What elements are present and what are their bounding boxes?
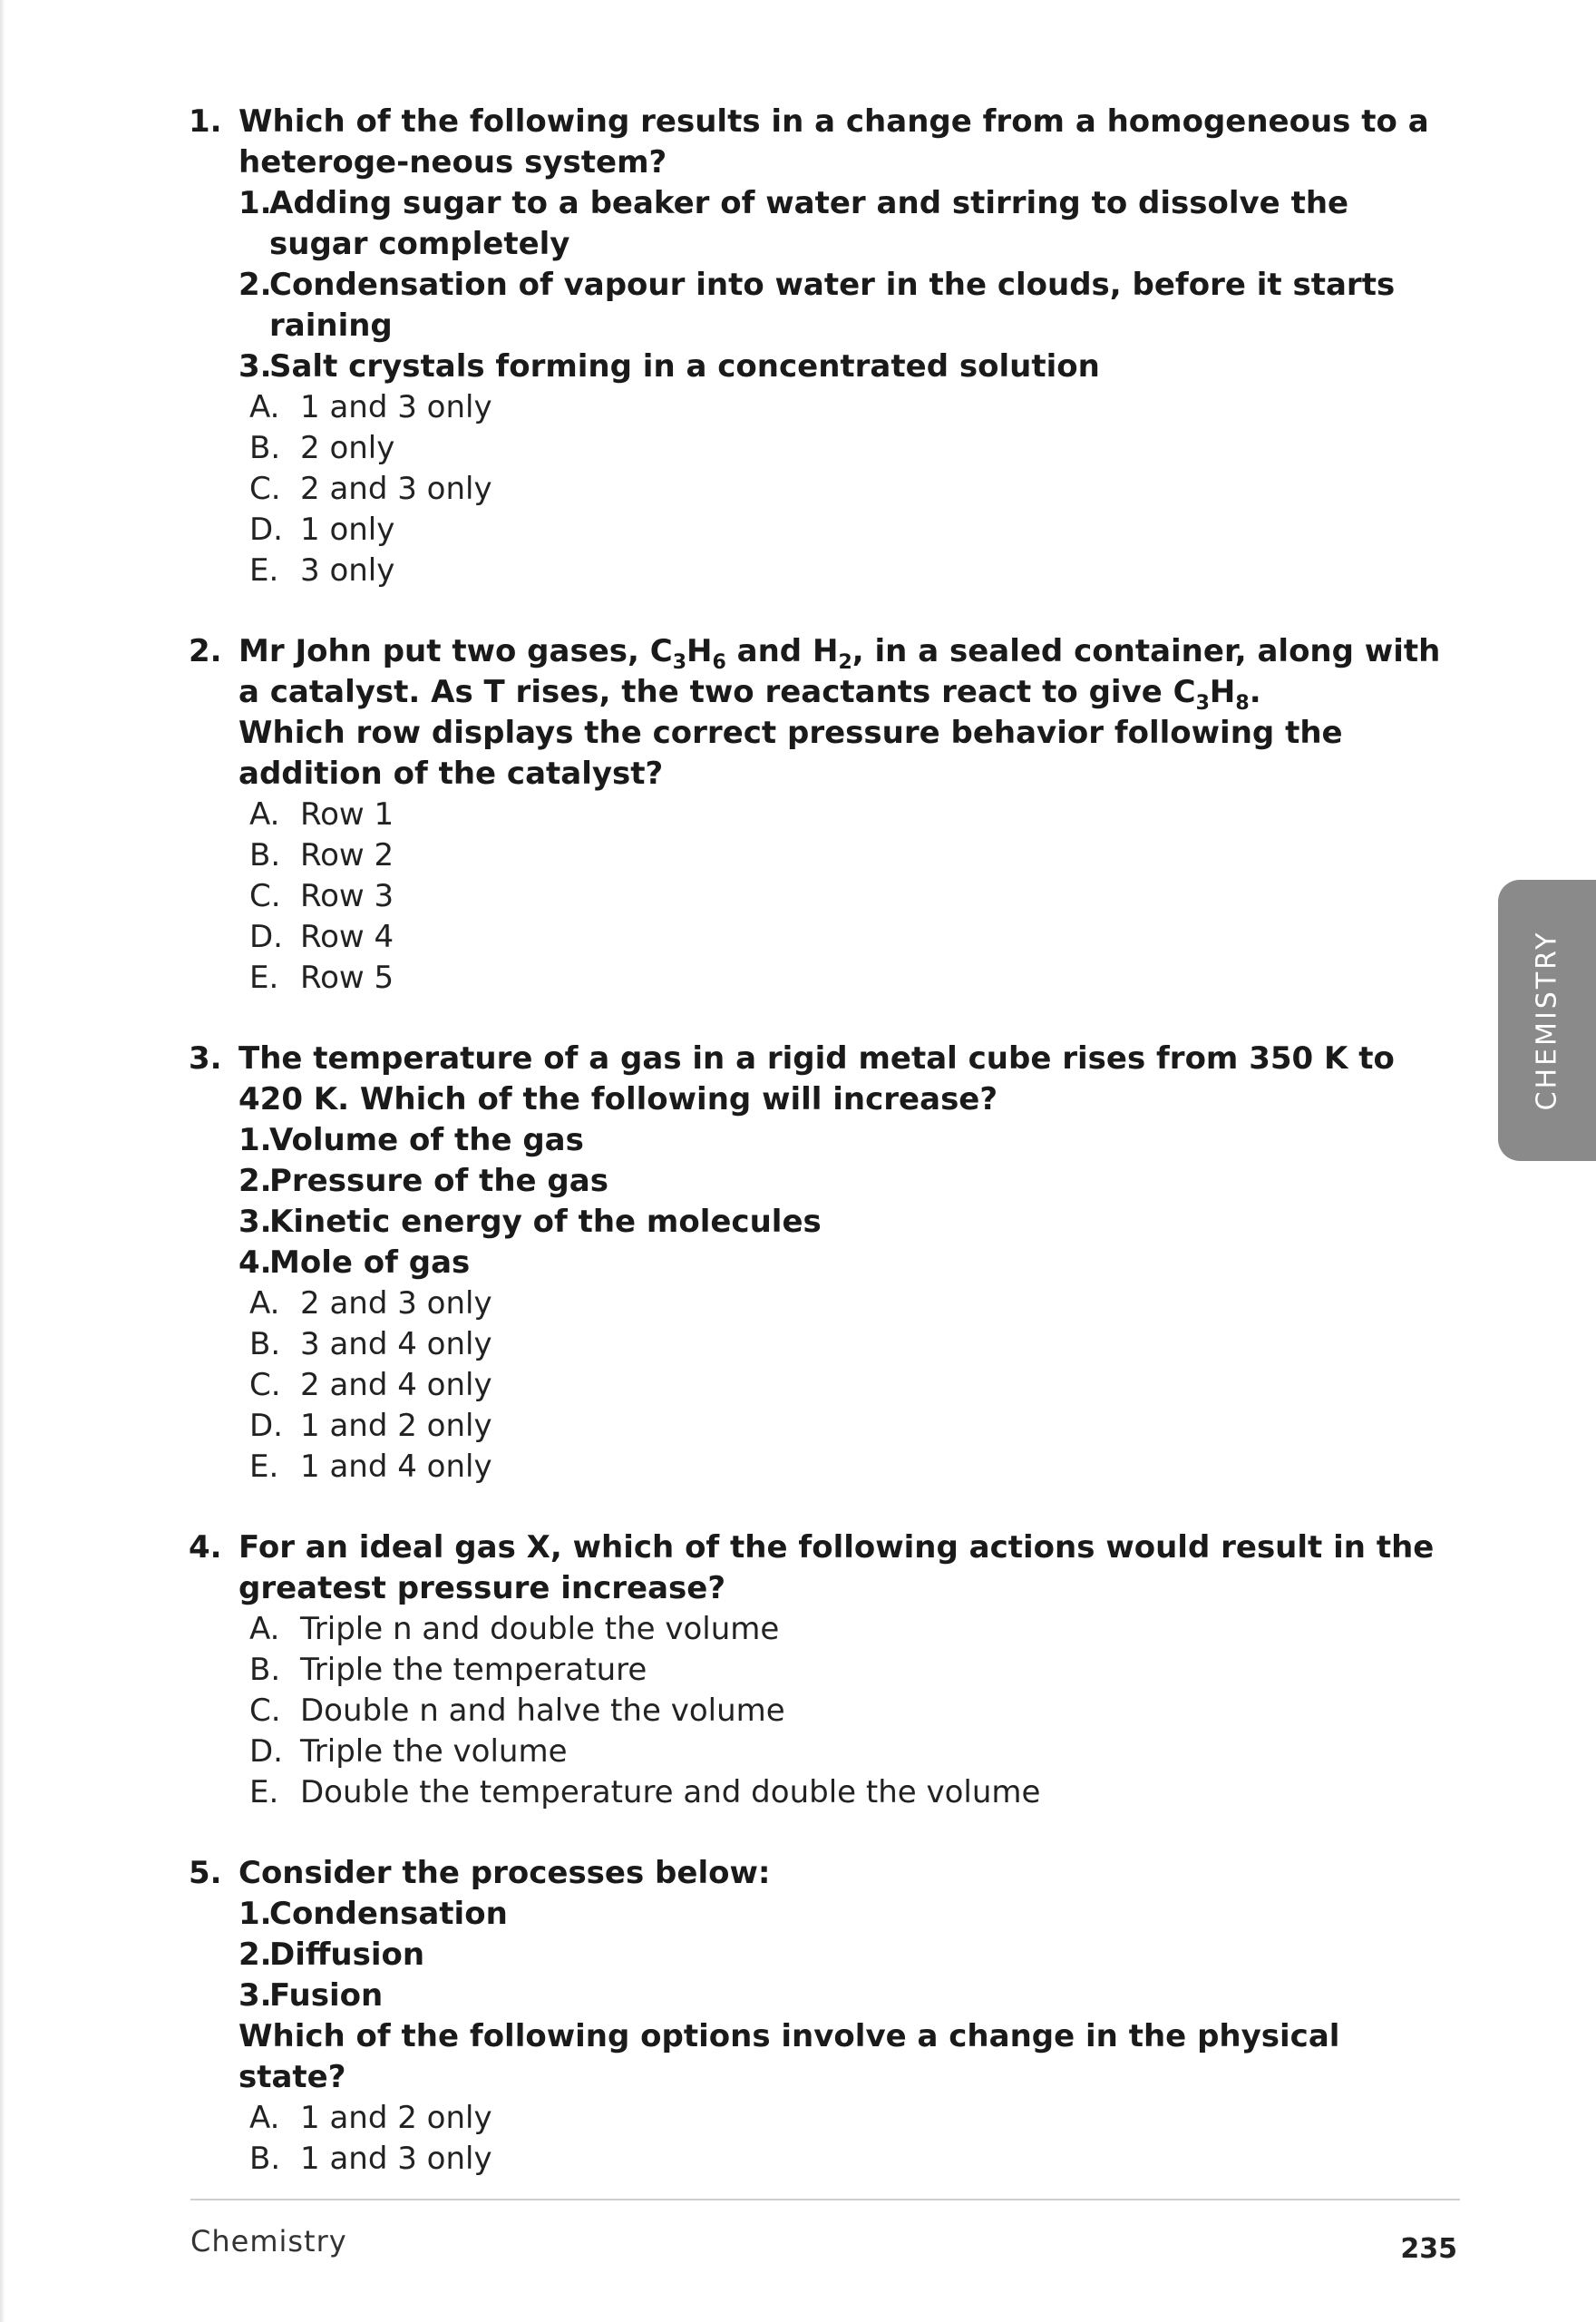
question-stem: For an ideal gas X, which of the following actions would result in the greatest pressure increase? (238, 1529, 1435, 1606)
option-letter: C. (249, 1367, 281, 1403)
answer-option (249, 428, 1455, 469)
option-text: 1 only (300, 512, 395, 548)
answer-options (238, 1283, 1455, 1488)
answer-option (249, 2139, 1455, 2180)
answer-option (249, 2098, 1455, 2139)
page-edge-shadow (0, 0, 5, 2322)
option-letter: C. (249, 878, 281, 914)
option-text: 1 and 3 only (300, 2141, 492, 2177)
option-letter: A. (249, 1285, 280, 1322)
answer-option (249, 469, 1455, 510)
spacer (189, 1488, 1455, 1527)
option-text: 1 and 4 only (300, 1449, 492, 1485)
option-text: Triple n and double the volume (300, 1611, 780, 1647)
stem-text: H (686, 633, 713, 669)
answer-option (249, 510, 1455, 551)
answer-option (249, 876, 1455, 917)
question-3 (189, 1039, 1455, 1488)
question-stem: Which of the following results in a change from a homogeneous to a heteroge-neous system? (238, 103, 1429, 180)
statement-item (238, 346, 1455, 387)
option-text: 3 only (300, 552, 395, 589)
statement-number: 1. (238, 1896, 272, 1932)
statement-item (238, 265, 1455, 346)
question-number: 5. (189, 1855, 222, 1891)
question-stem (238, 631, 1455, 713)
option-letter: D. (249, 512, 283, 548)
option-letter: A. (249, 796, 280, 833)
question-stem-2: Which row displays the correct pressure behavior following the addition of the catalyst? (238, 715, 1343, 792)
option-text: 2 and 3 only (300, 1285, 492, 1322)
subscript: 3 (672, 651, 687, 674)
page-number: 235 (1400, 2233, 1457, 2265)
statement-number: 2. (238, 1937, 272, 1973)
option-letter: C. (249, 1693, 281, 1729)
option-text: Double n and halve the volume (300, 1693, 785, 1729)
answer-option (249, 1447, 1455, 1488)
option-letter: E. (249, 1774, 279, 1810)
answer-option (249, 835, 1455, 876)
option-text: Triple the temperature (300, 1652, 647, 1688)
subscript: 3 (1195, 692, 1210, 715)
option-text: 1 and 3 only (300, 389, 492, 425)
statement-number: 2. (238, 1163, 272, 1199)
statement-item (238, 1894, 1455, 1935)
option-text: Row 5 (300, 960, 394, 996)
answer-option (249, 917, 1455, 958)
subscript: 6 (712, 651, 726, 674)
option-text: 1 and 2 only (300, 1408, 492, 1444)
statement-item (238, 1120, 1455, 1161)
option-text: Double the temperature and double the volume (300, 1774, 1041, 1810)
option-text: 2 and 4 only (300, 1367, 492, 1403)
subscript: 8 (1235, 692, 1250, 715)
footer-divider (190, 2199, 1460, 2200)
option-letter: B. (249, 1652, 281, 1688)
option-letter: B. (249, 430, 281, 466)
option-text: 2 only (300, 430, 395, 466)
question-stem: The temperature of a gas in a rigid metal cube rises from 350 K to 420 K. Which of the following will increase? (238, 1040, 1395, 1117)
statement-item (238, 183, 1455, 265)
question-number: 1. (189, 103, 222, 140)
option-letter: B. (249, 1326, 281, 1362)
section-side-tab (1498, 880, 1596, 1161)
answer-option (249, 1609, 1455, 1650)
question-4 (189, 1527, 1455, 1813)
question-2 (189, 631, 1455, 999)
spacer (189, 591, 1455, 631)
question-list (189, 102, 1455, 2180)
statement-text: Kinetic energy of the molecules (269, 1204, 822, 1240)
answer-options (238, 387, 1455, 591)
statement-number: 3. (238, 1204, 272, 1240)
statement-number: 1. (238, 1122, 272, 1158)
statement-list (238, 1120, 1455, 1283)
option-letter: E. (249, 552, 279, 589)
option-text: Triple the volume (300, 1733, 568, 1770)
spacer (189, 1813, 1455, 1853)
subscript: 2 (838, 651, 852, 674)
question-number: 2. (189, 633, 222, 669)
stem-text: Mr John put two gases, C (238, 633, 673, 669)
question-stem-2: Which of the following options involve a change in the physical state? (238, 2018, 1340, 2095)
option-text: Row 1 (300, 796, 394, 833)
statement-item (238, 1976, 1455, 2016)
statement-text: Volume of the gas (269, 1122, 584, 1158)
option-letter: D. (249, 919, 283, 955)
statement-text: Fusion (269, 1977, 384, 2014)
statement-text: Salt crystals forming in a concentrated solution (269, 348, 1100, 385)
option-text: Row 2 (300, 837, 394, 873)
question-stem: Consider the processes below: (238, 1855, 771, 1891)
stem-text: , in a sealed container, along with a catalyst. As T rises, the two reactants react to give C (238, 633, 1441, 710)
spacer (189, 999, 1455, 1039)
answer-option (249, 1365, 1455, 1406)
option-letter: B. (249, 2141, 281, 2177)
answer-option (249, 1732, 1455, 1772)
answer-option (249, 1324, 1455, 1365)
stem-text: . (1249, 674, 1261, 710)
option-letter: E. (249, 1449, 279, 1485)
option-letter: D. (249, 1733, 283, 1770)
stem-text: and H (725, 633, 839, 669)
question-number: 4. (189, 1529, 222, 1566)
statement-text: Diffusion (269, 1937, 425, 1973)
option-letter: A. (249, 389, 280, 425)
answer-option (249, 1406, 1455, 1447)
answer-option (249, 387, 1455, 428)
option-letter: A. (249, 1611, 280, 1647)
side-tab-label: CHEMISTRY (1531, 930, 1563, 1111)
statement-item (238, 1202, 1455, 1243)
statement-item (238, 1243, 1455, 1283)
answer-option (249, 795, 1455, 835)
question-5 (189, 1853, 1455, 2180)
answer-option (249, 1650, 1455, 1691)
option-letter: A. (249, 2100, 280, 2136)
statement-text: Condensation (269, 1896, 508, 1932)
option-text: 1 and 2 only (300, 2100, 492, 2136)
option-text: 2 and 3 only (300, 471, 492, 507)
statement-text: Pressure of the gas (269, 1163, 608, 1199)
answer-option (249, 1283, 1455, 1324)
answer-option (249, 551, 1455, 591)
option-text: Row 3 (300, 878, 394, 914)
statement-item (238, 1935, 1455, 1976)
option-text: Row 4 (300, 919, 394, 955)
answer-option (249, 1691, 1455, 1732)
question-1 (189, 102, 1455, 591)
statement-item (238, 1161, 1455, 1202)
option-letter: B. (249, 837, 281, 873)
option-letter: C. (249, 471, 281, 507)
statement-text: Condensation of vapour into water in the clouds, before it starts raining (269, 267, 1396, 344)
stem-text: H (1209, 674, 1236, 710)
statement-list (238, 183, 1455, 387)
statement-list (238, 1894, 1455, 2016)
question-number: 3. (189, 1040, 222, 1077)
answer-options (238, 1609, 1455, 1813)
footer-section-title: Chemistry (190, 2224, 347, 2259)
statement-number: 3. (238, 1977, 272, 2014)
option-letter: D. (249, 1408, 283, 1444)
statement-number: 3. (238, 348, 272, 385)
answer-options (238, 2098, 1455, 2180)
answer-option (249, 958, 1455, 999)
statement-number: 4. (238, 1244, 272, 1281)
statement-number: 2. (238, 267, 272, 303)
option-text: 3 and 4 only (300, 1326, 492, 1362)
statement-number: 1. (238, 185, 272, 221)
statement-text: Mole of gas (269, 1244, 471, 1281)
option-letter: E. (249, 960, 279, 996)
statement-text: Adding sugar to a beaker of water and stirring to dissolve the sugar completely (269, 185, 1349, 262)
answer-options (238, 795, 1455, 999)
answer-option (249, 1772, 1455, 1813)
